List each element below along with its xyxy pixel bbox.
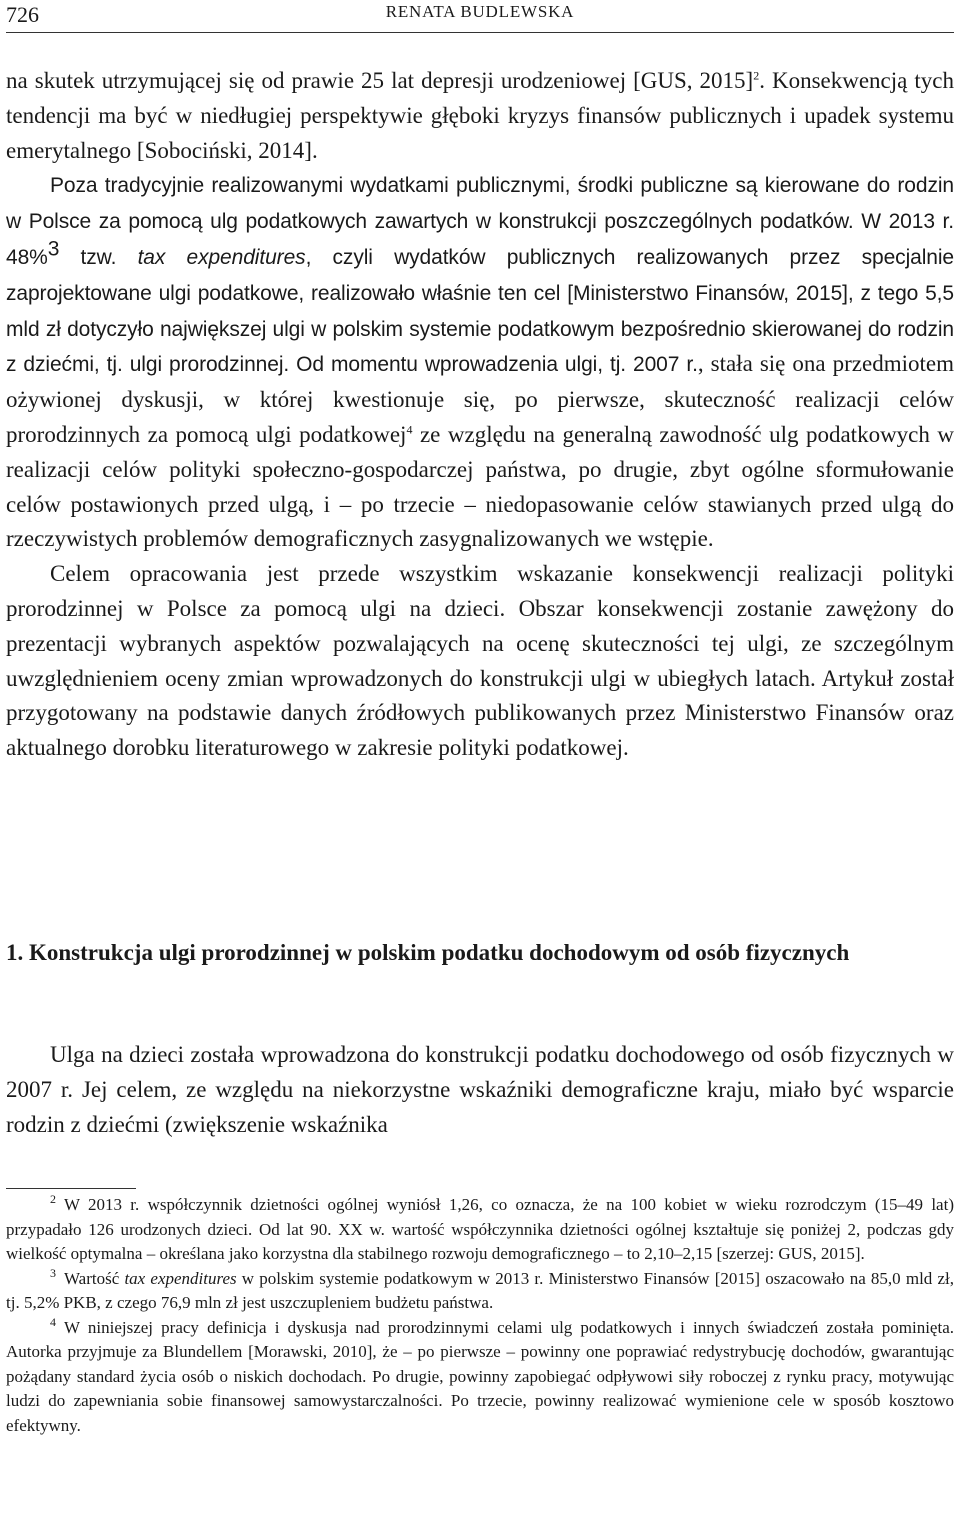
footnote-text: W niniejszej pracy definicja i dyskusja nad prorodzinnymi celami ulg podatkowych i innych świadczeń została pominięta. Autorka przyjmuje za Blundellem [Morawski, 2010], że – po pierwsze – powinny one poprawiać redystrybucję dochodów, gwarantując pożądany standard życia osób o niskich dochodach. Po drugie, powinny zapobiegać odpływowi siły roboczej z rynku pracy, motywując ludzi do zapewniania sobie finansowej samowystarczalności. Po trzecie, powinny realizować wymienione cele w sposób kosztowo efektywny. bbox=[6, 1317, 954, 1435]
page-number: 726 bbox=[6, 2, 39, 27]
paragraph-2-text-d: , stała się ona przedmiotem ożywionej dyskusji, w której kwestionuje się, po pierwsze, skuteczność realizacji celów prorodzinnych za pomocą ulgi podatkowej bbox=[6, 351, 954, 447]
footnote-number: 2 bbox=[50, 1192, 56, 1207]
paragraph-2-italic-term: tax expenditures bbox=[137, 245, 306, 269]
paragraph-2-text-e: ze względu na generalną zawodność ulg podatkowych w realizacji celów polityki społeczno-gospodarczej państwa, po drugie, zbyt ogólne sformułowanie celów postawionych przed ulgą, i – po trzecie – niedopasowanie celów stawianych przed ulgą do rzeczywistych problemów demograficznych zasygnalizowanych we wstępie. bbox=[6, 421, 955, 552]
footnote-ref-2[interactable]: 2 bbox=[753, 68, 760, 83]
paragraph-2-text-c: , czyli wydatków publicznych realizowanych przez specjalnie zaprojektowane ulgi podatkowe, realizowało właśnie ten cel [Ministerstwo Finansów, 2015], z tego 5,5 mld zł dotyczyło największej ulgi w polskim systemie podatkowym bezpośrednio skierowanej do rodzin z dziećmi, tj. ulgi prorodzinnej. Od momentu wprowadzenia ulgi, tj. 2007 r. bbox=[6, 245, 955, 377]
section-body bbox=[6, 1038, 954, 1142]
body-text bbox=[6, 64, 954, 766]
footnote-italic-term: tax expenditures bbox=[124, 1268, 237, 1288]
paragraph-2 bbox=[6, 168, 954, 557]
footnote-4 bbox=[6, 1316, 954, 1439]
footnote-text: w polskim systemie podatkowym w 2013 r. Ministerstwo Finansów [2015] oszacowało na 85,0 mld zł, tj. 5,2% PKB, z czego 76,9 mln zł jest uszczupleniem budżetu państwa. bbox=[6, 1268, 954, 1312]
section-paragraph-1: Ulga na dzieci została wprowadzona do konstrukcji podatku dochodowego od osób fizycznych w 2007 r. Jej celem, ze względu na niekorzystne wskaźniki demograficzne kraju, miało być wsparcie rodzin z dziećmi (zwiększenie wskaźnika bbox=[6, 1042, 954, 1137]
paragraph-1-text-a: na skutek utrzymującej się od prawie 25 lat depresji urodzeniowej [GUS, 2015] bbox=[6, 68, 754, 93]
footnote-ref-3[interactable]: 3 bbox=[47, 237, 60, 261]
running-header bbox=[6, 0, 954, 33]
footnote-text: W 2013 r. współczynnik dzietności ogólnej wyniósł 1,26, co oznacza, że na 100 kobiet w wieku rozrodczym (15–49 lat) przypadało 126 urodzonych dzieci. Od lat 90. XX w. wartość współczynnika dzietności ogólnej kształtuje się poniżej 2, podczas gdy wielkość optymalna – określana jako korzystna dla stabilnego rozwoju demograficznego – to 2,10–2,15 [szerzej: GUS, 2015]. bbox=[6, 1195, 954, 1263]
footnote-number: 3 bbox=[50, 1265, 56, 1280]
paragraph-3: Celem opracowania jest przede wszystkim wskazanie konsekwencji realizacji polityki prorodzinnej w Polsce za pomocą ulgi na dzieci. Obszar konsekwencji zostanie zawężony do prezentacji wybranych aspektów pozwalających na ocenę skuteczności tej ulgi, ze szczególnym uwzględnieniem oceny zmian wprowadzonych do konstrukcji ulgi w ubiegłych latach. Artykuł został przygotowany na podstawie danych źródłowych publikowanych przez Ministerstwo Finansów oraz aktualnego dorobku literaturowego w zakresie polityki podatkowej. bbox=[6, 561, 954, 761]
footnote-2 bbox=[6, 1193, 954, 1267]
paragraph-1-text-b: . Konsekwencją tych tendencji ma być w niedługiej perspektywie głęboki kryzys finansów publicznych i upadek systemu emerytalnego [Sobociński, 2014]. bbox=[6, 68, 954, 163]
footnote-text: Wartość bbox=[64, 1268, 125, 1288]
footnote-3 bbox=[6, 1267, 954, 1316]
paragraph-2-text-a: Poza tradycyjnie realizowanymi wydatkami publicznymi, środki publiczne są kierowane do rodzin w Polsce za pomocą ulg podatkowych zawartych w konstrukcji poszczególnych podatków. W 2013 r. 48% bbox=[6, 174, 954, 269]
paragraph-2-text-b: tzw. bbox=[59, 245, 138, 269]
footnotes bbox=[6, 1193, 954, 1438]
running-header-author: RENATA BUDLEWSKA bbox=[385, 2, 575, 21]
footnote-ref-4[interactable]: 4 bbox=[406, 422, 413, 437]
footnote-divider bbox=[6, 1188, 136, 1189]
footnote-number: 4 bbox=[50, 1314, 56, 1329]
section-heading: 1. Konstrukcja ulgi prorodzinnej w polskim podatku dochodowym od osób fizycznych bbox=[6, 940, 850, 965]
paragraph-1 bbox=[6, 64, 954, 168]
